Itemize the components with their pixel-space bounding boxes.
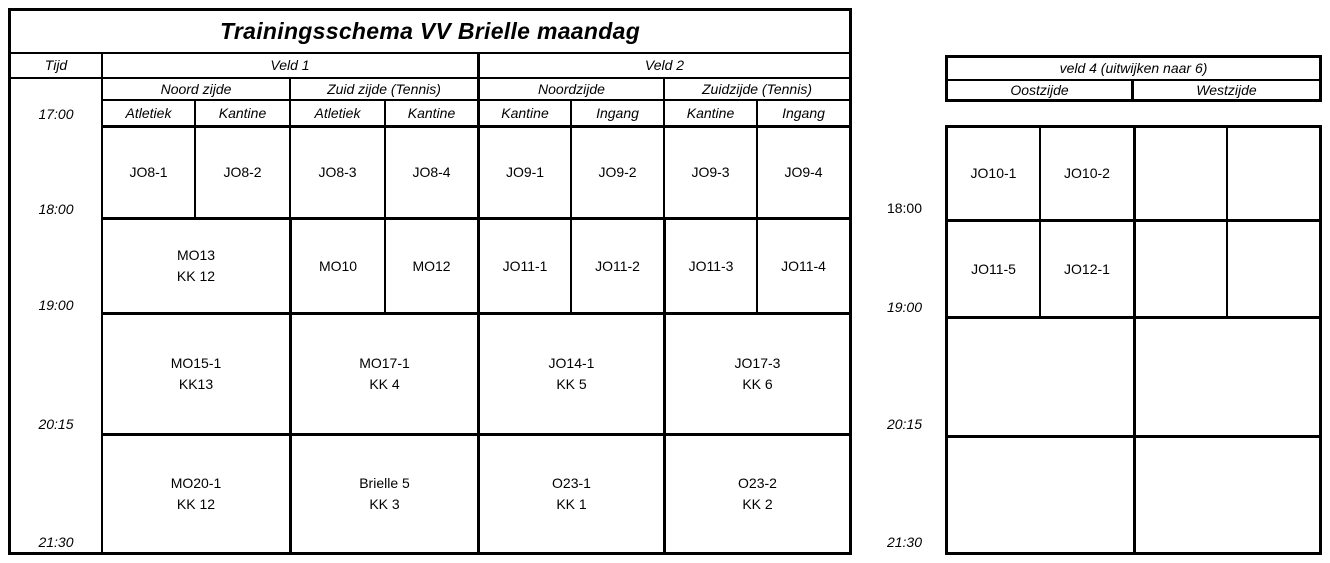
- cell-jo11-3: JO11-3: [664, 218, 757, 313]
- right-time-label-2015: 20:15: [886, 416, 922, 432]
- team-label: O23-2: [738, 475, 777, 491]
- empty-cell: [947, 317, 1134, 436]
- subcol-header-atletiek-2: Atletiek: [290, 100, 385, 126]
- dressing-room-label: KK 4: [369, 376, 400, 392]
- dressing-room-label: KK 12: [176, 268, 216, 284]
- veld2-north-header: Noordzijde: [478, 78, 664, 100]
- cell-mo17-1: [290, 313, 478, 434]
- time-label-1900: 19:00: [38, 297, 74, 313]
- dressing-room-label: KK 6: [742, 376, 773, 392]
- team-label: MO17-1: [359, 355, 410, 371]
- cell-jo10-1: JO10-1: [947, 127, 1040, 220]
- team-label: JO14-1: [548, 355, 595, 371]
- main-schedule-table: [8, 8, 852, 555]
- cell-jo9-4: JO9-4: [757, 126, 850, 218]
- subcol-header-kantine-1: Kantine: [195, 100, 290, 126]
- subcol-header-kantine-2: Kantine: [385, 100, 478, 126]
- tijd-header: Tijd: [10, 53, 102, 78]
- team-label: Brielle 5: [359, 475, 410, 491]
- westzijde-header: Westzijde: [1132, 80, 1320, 100]
- dressing-room-label: KK 2: [742, 496, 773, 512]
- veld4-schedule-grid: [945, 125, 1322, 555]
- cell-brielle-5: [290, 434, 478, 553]
- cell-jo14-1: [478, 313, 664, 434]
- cell-jo9-2: JO9-2: [571, 126, 664, 218]
- time-label-2130: 21:30: [38, 534, 74, 550]
- dressing-room-label: KK 5: [556, 376, 587, 392]
- veld2-header: Veld 2: [478, 53, 850, 78]
- cell-mo15-1: [102, 313, 290, 434]
- veld1-north-header: Noord zijde: [102, 78, 290, 100]
- empty-cell: [947, 436, 1134, 553]
- empty-cell: [1134, 436, 1320, 553]
- time-column: [10, 78, 102, 553]
- dressing-room-label: KK 3: [369, 496, 400, 512]
- cell-o23-2: [664, 434, 850, 553]
- empty-cell: [1134, 127, 1227, 220]
- subcol-header-kantine-4: Kantine: [664, 100, 757, 126]
- cell-jo8-2: JO8-2: [195, 126, 290, 218]
- right-time-label-2130: 21:30: [886, 534, 922, 550]
- empty-cell: [1227, 127, 1320, 220]
- time-label-1700: 17:00: [38, 106, 74, 122]
- cell-mo10: MO10: [290, 218, 385, 313]
- subcol-header-ingang-1: Ingang: [571, 100, 664, 126]
- page-title: Trainingsschema VV Brielle maandag: [10, 10, 850, 53]
- cell-jo8-1: JO8-1: [102, 126, 195, 218]
- dressing-room-label: KK 1: [556, 496, 587, 512]
- cell-o23-1: [478, 434, 664, 553]
- cell-jo17-3: [664, 313, 850, 434]
- subcol-header-ingang-2: Ingang: [757, 100, 850, 126]
- cell-jo8-3: JO8-3: [290, 126, 385, 218]
- cell-jo8-4: JO8-4: [385, 126, 478, 218]
- team-label: MO15-1: [170, 355, 222, 371]
- cell-jo11-5: JO11-5: [947, 220, 1040, 317]
- subcol-header-atletiek-1: Atletiek: [102, 100, 195, 126]
- team-label: O23-1: [552, 475, 591, 491]
- veld1-header: Veld 1: [102, 53, 478, 78]
- subcol-header-kantine-3: Kantine: [478, 100, 571, 126]
- veld1-south-header: Zuid zijde (Tennis): [290, 78, 478, 100]
- cell-jo9-1: JO9-1: [478, 126, 571, 218]
- time-label-2015: 20:15: [38, 416, 74, 432]
- cell-mo12: MO12: [385, 218, 478, 313]
- veld4-header-table: [945, 55, 1322, 102]
- team-label: MO13: [176, 247, 216, 263]
- cell-jo9-3: JO9-3: [664, 126, 757, 218]
- time-label-1800: 18:00: [38, 201, 74, 217]
- cell-jo11-2: JO11-2: [571, 218, 664, 313]
- right-time-label-1800: 18:00: [886, 200, 922, 216]
- empty-cell: [1134, 220, 1227, 317]
- cell-mo20-1: [102, 434, 290, 553]
- veld2-south-header: Zuidzijde (Tennis): [664, 78, 850, 100]
- dressing-room-label: KK 12: [176, 496, 216, 512]
- team-label: JO17-3: [734, 355, 781, 371]
- empty-cell: [1134, 317, 1320, 436]
- oostzijde-header: Oostzijde: [947, 80, 1132, 100]
- cell-mo13: [102, 218, 290, 313]
- cell-jo11-4: JO11-4: [757, 218, 850, 313]
- dressing-room-label: KK13: [178, 376, 214, 392]
- veld4-header: veld 4 (uitwijken naar 6): [947, 57, 1320, 80]
- cell-jo12-1: JO12-1: [1040, 220, 1134, 317]
- cell-jo11-1: JO11-1: [478, 218, 571, 313]
- team-label: MO20-1: [170, 475, 222, 491]
- cell-jo10-2: JO10-2: [1040, 127, 1134, 220]
- empty-cell: [1227, 220, 1320, 317]
- right-time-label-1900: 19:00: [886, 299, 922, 315]
